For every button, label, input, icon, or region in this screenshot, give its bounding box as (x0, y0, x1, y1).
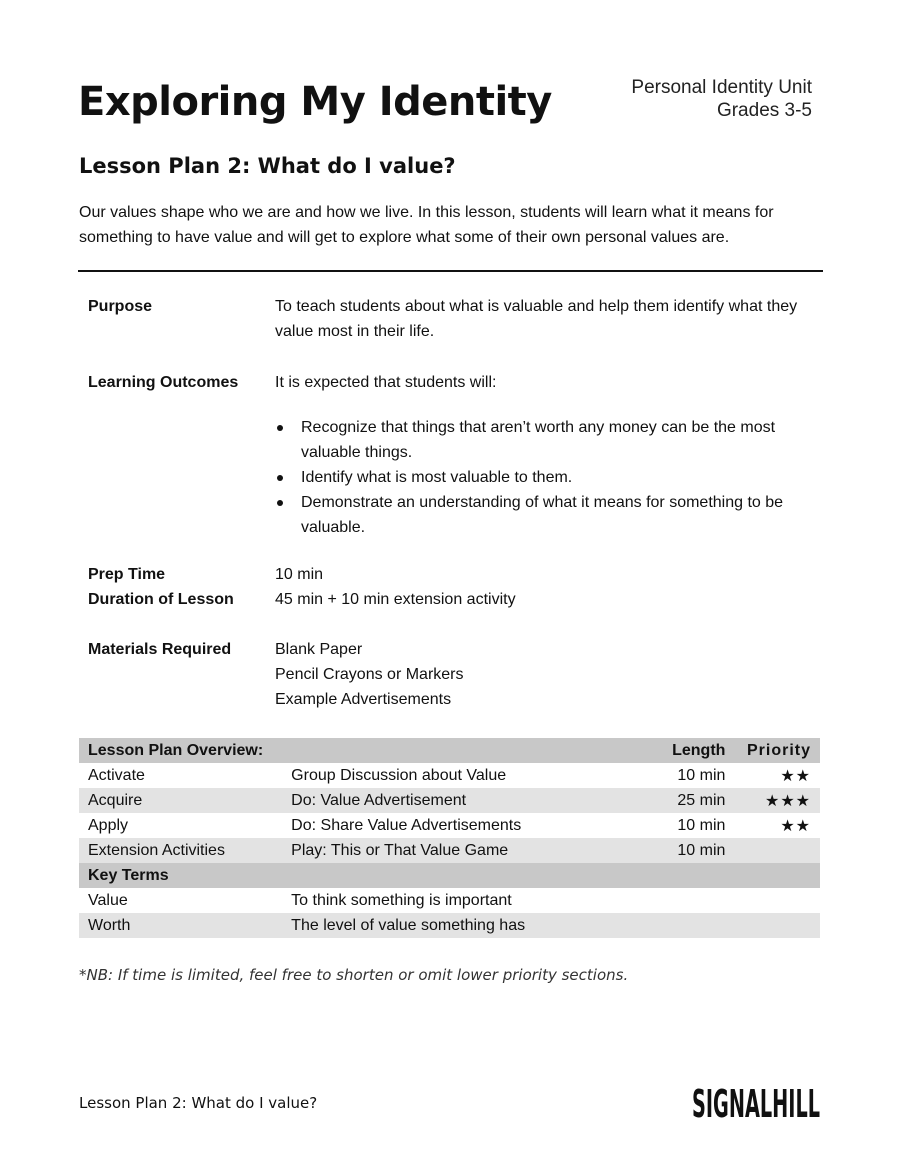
length-cell: 25 min (677, 791, 726, 809)
material-item: Blank Paper (275, 641, 363, 658)
key-terms-header: Key Terms (88, 866, 169, 884)
duration-value: 45 min + 10 min extension activity (275, 591, 516, 608)
material-item: Pencil Crayons or Markers (275, 666, 464, 683)
activity-cell: Play: This or That Value Game (291, 841, 509, 859)
activity-cell: Do: Share Value Advertisements (291, 816, 522, 834)
lesson-subtitle: Lesson Plan 2: What do I value? (79, 154, 456, 178)
phase-cell: Activate (88, 766, 145, 784)
purpose-label: Purpose (88, 298, 153, 315)
term-cell: Worth (88, 916, 131, 934)
definition-cell: To think something is important (291, 891, 512, 909)
grade-level: Grades 3-5 (716, 100, 812, 121)
term-cell: Value (88, 891, 128, 909)
unit-info (631, 76, 812, 122)
table-row (79, 838, 820, 863)
logo-text: SIGNALHILL (692, 1082, 820, 1123)
outcomes-intro: It is expected that students will: (275, 374, 497, 391)
priority-stars: ★★ (780, 817, 811, 835)
priority-stars (725, 838, 820, 863)
phase-cell: Apply (88, 816, 129, 834)
activity-cell: Group Discussion about Value (291, 766, 507, 784)
length-cell: 10 min (677, 841, 726, 859)
outcome-item: Demonstrate an understanding of what it means for something to be valuable. (275, 490, 820, 540)
lesson-intro: Our values shape who we are and how we live. In this lesson, students will learn what it means for something to have value and will get to explore what some of their own personal values are. (79, 204, 774, 246)
lesson-overview-table (79, 738, 820, 938)
definition-cell: The level of value something has (291, 916, 526, 934)
signalhill-logo (690, 1075, 822, 1127)
unit-name: Personal Identity Unit (631, 77, 812, 98)
length-header: Length (672, 741, 726, 759)
overview-header: Lesson Plan Overview: (88, 741, 264, 759)
table-row (79, 788, 820, 813)
materials-list (275, 637, 820, 712)
priority-stars: ★★ (780, 767, 811, 785)
table-row (79, 813, 820, 838)
table-row (79, 763, 820, 788)
prep-time-value: 10 min (275, 566, 324, 583)
signalhill-logo-mark (690, 1075, 822, 1123)
duration-label: Duration of Lesson (88, 591, 234, 608)
outcome-item: Identify what is most valuable to them. (275, 465, 820, 490)
table-row (79, 888, 820, 913)
prep-time-label: Prep Time (88, 566, 166, 583)
outcome-item: Recognize that things that aren’t worth any money can be the most valuable things. (275, 415, 820, 465)
divider (78, 270, 823, 272)
key-terms-header-row (79, 863, 820, 888)
footer-label: Lesson Plan 2: What do I value? (79, 1094, 318, 1112)
overview-header-row (79, 738, 820, 763)
table-row (79, 913, 820, 938)
length-cell: 10 min (677, 766, 726, 784)
purpose-value: To teach students about what is valuable and help them identify what they value most in their life. (275, 298, 798, 340)
phase-cell: Acquire (88, 791, 143, 809)
material-item: Example Advertisements (275, 691, 452, 708)
priority-stars: ★★★ (764, 792, 811, 810)
page-title: Exploring My Identity (78, 79, 552, 125)
outcomes-label: Learning Outcomes (88, 374, 239, 391)
materials-label: Materials Required (88, 641, 232, 658)
outcomes-list (275, 415, 820, 540)
priority-header: Priority (746, 741, 811, 759)
phase-cell: Extension Activities (88, 841, 225, 859)
priority-note: *NB: If time is limited, feel free to shorten or omit lower priority sections. (79, 966, 629, 984)
length-cell: 10 min (677, 816, 726, 834)
activity-cell: Do: Value Advertisement (291, 791, 467, 809)
